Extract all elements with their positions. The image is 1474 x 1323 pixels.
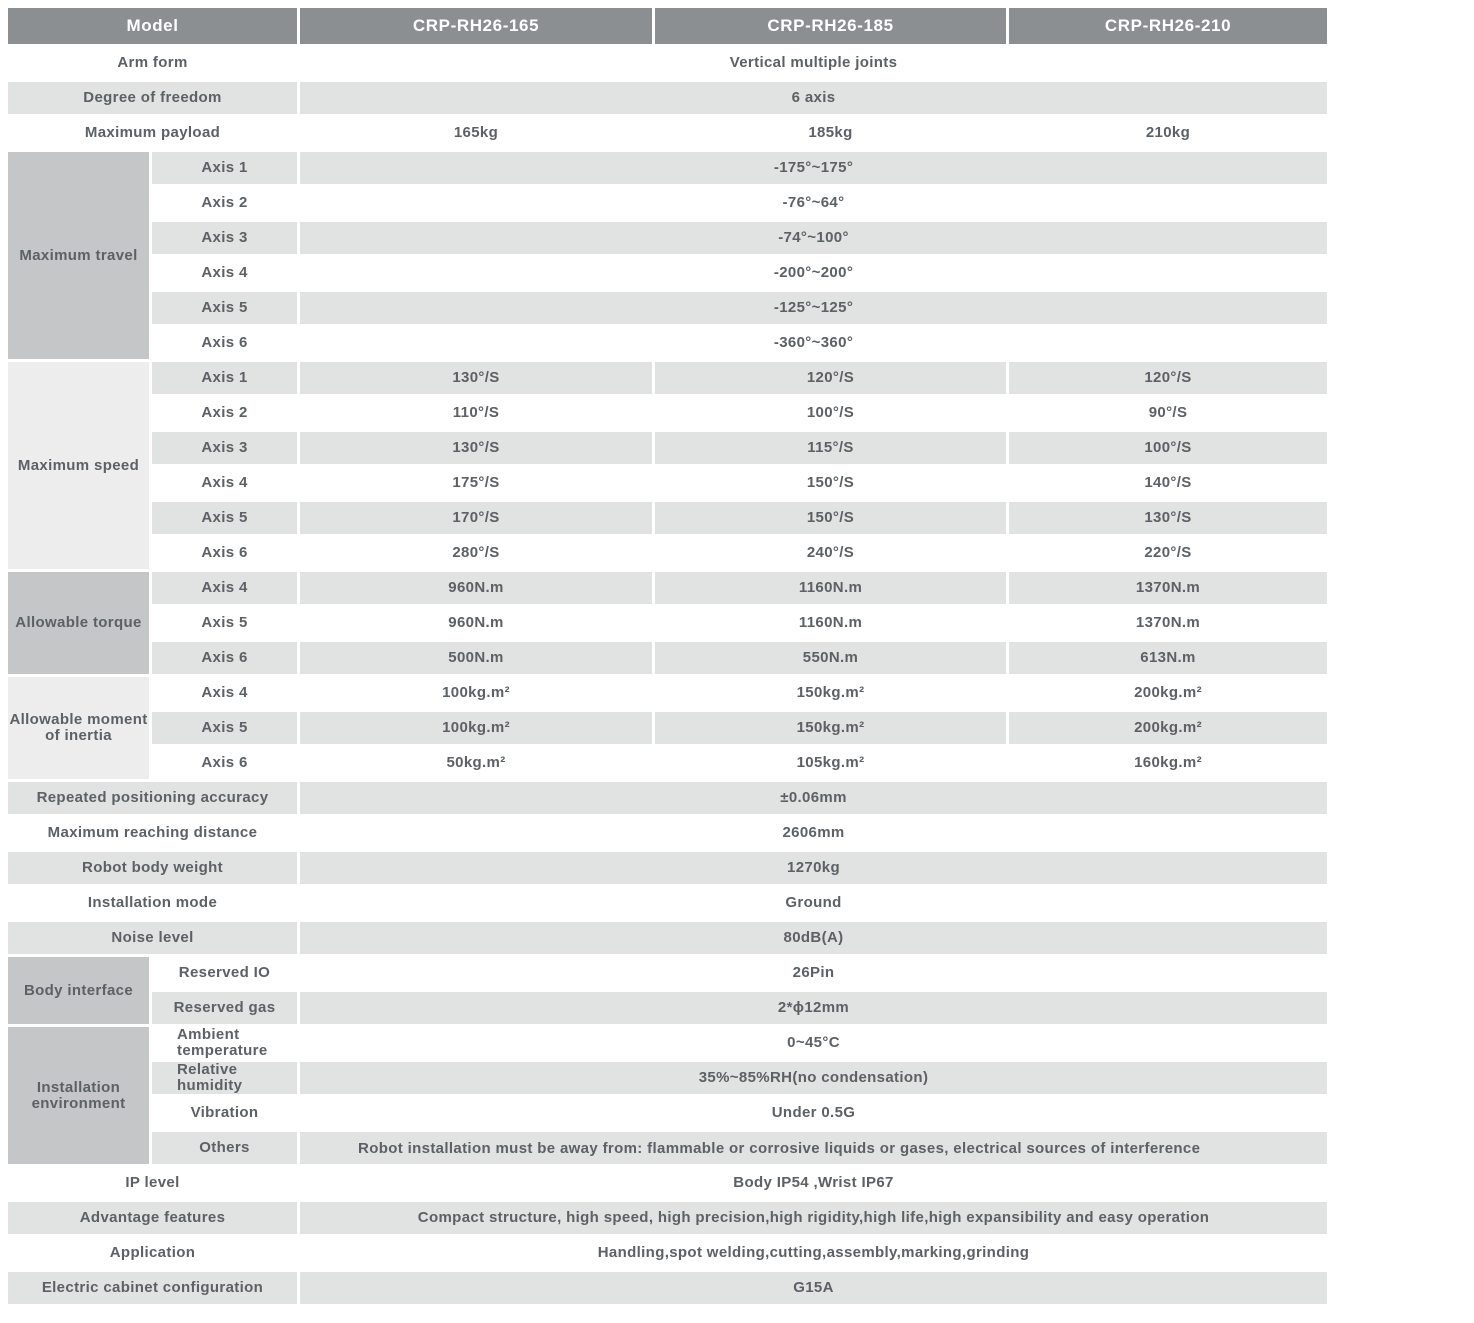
table-row [8, 887, 1327, 919]
table-row [8, 1132, 1327, 1164]
row-sublabel: Axis 5 [152, 712, 297, 744]
cell-value: 110°/S [452, 404, 500, 421]
cell-value: 100kg.m² [300, 712, 652, 744]
row-sublabel: Axis 6 [201, 544, 248, 561]
spec-table-body [8, 47, 1327, 1304]
table-row [8, 1272, 1327, 1304]
row-sublabel: Axis 3 [152, 432, 297, 464]
table-row [8, 537, 1327, 569]
cell-value: Body IP54 ,Wrist IP67 [733, 1174, 894, 1191]
cell-value: 150kg.m² [655, 712, 1006, 744]
cell-value: Under 0.5G [771, 1104, 856, 1121]
row-sublabel: Others [152, 1132, 297, 1164]
cell-value: 35%~85%RH(no condensation) [300, 1062, 1327, 1094]
table-row [8, 117, 1327, 149]
table-row [8, 747, 1327, 779]
table-row [8, 467, 1327, 499]
cell-value: 960N.m [448, 614, 504, 631]
cell-value: 160kg.m² [1134, 754, 1202, 771]
row-sublabel: Axis 2 [201, 194, 248, 211]
cell-value: Robot installation must be away from: flammable or corrosive liquids or gases, electrical sources of interference [300, 1132, 1327, 1164]
cell-value: -74°~100° [300, 222, 1327, 254]
row-sublabel: Axis 6 [152, 642, 297, 674]
row-label: Degree of freedom [8, 82, 297, 114]
cell-value: 90°/S [1148, 404, 1188, 421]
cell-value: Vertical multiple joints [729, 54, 898, 71]
cell-value: 220°/S [1144, 544, 1192, 561]
cell-value: 6 axis [300, 82, 1327, 114]
row-sublabel: Axis 4 [201, 684, 248, 701]
cell-value: 130°/S [300, 362, 652, 394]
spec-table [5, 5, 1330, 1307]
table-row [8, 782, 1327, 814]
cell-value: 613N.m [1009, 642, 1327, 674]
table-row [8, 817, 1327, 849]
cell-value: ±0.06mm [300, 782, 1327, 814]
table-row [8, 1097, 1327, 1129]
row-sublabel: Axis 5 [152, 502, 297, 534]
cell-value: 175°/S [452, 474, 500, 491]
cell-value: 80dB(A) [300, 922, 1327, 954]
cell-value: 240°/S [806, 544, 855, 561]
table-row [8, 327, 1327, 359]
row-sublabel: Reserved gas [152, 992, 297, 1024]
row-sublabel: Axis 6 [201, 334, 248, 351]
table-row [8, 432, 1327, 464]
table-row [8, 1202, 1327, 1234]
cell-value: 130°/S [1009, 502, 1327, 534]
row-group-label: Allowable torque [8, 572, 149, 674]
table-row [8, 47, 1327, 79]
cell-value: 0~45°C [787, 1034, 840, 1051]
row-label: Robot body weight [8, 852, 297, 884]
table-row [8, 992, 1327, 1024]
model-column-header-2: CRP-RH26-185 [655, 8, 1006, 44]
row-label: Installation mode [87, 894, 218, 911]
model-column-header-1: CRP-RH26-165 [300, 8, 652, 44]
table-row [8, 922, 1327, 954]
row-sublabel: Axis 1 [152, 152, 297, 184]
cell-value: 100kg.m² [442, 684, 510, 701]
cell-value: 50kg.m² [446, 754, 506, 771]
cell-value: 200kg.m² [1134, 684, 1202, 701]
cell-value: 150kg.m² [796, 684, 865, 701]
table-row [8, 222, 1327, 254]
row-group-label: Maximum travel [8, 152, 149, 359]
row-group-label: Body interface [8, 957, 149, 1024]
row-sublabel: Axis 3 [152, 222, 297, 254]
row-label: Maximum payload [84, 124, 221, 141]
row-group-label: Maximum speed [8, 362, 149, 569]
cell-value: 1270kg [300, 852, 1327, 884]
table-row [8, 362, 1327, 394]
table-row [8, 572, 1327, 604]
row-group-label: Allowable moment of inertia [8, 677, 149, 779]
table-row [8, 1062, 1327, 1094]
cell-value: 140°/S [1144, 474, 1192, 491]
table-row [8, 257, 1327, 289]
cell-value: -76°~64° [782, 194, 845, 211]
cell-value: -125°~125° [300, 292, 1327, 324]
table-row [8, 1237, 1327, 1269]
table-row [8, 152, 1327, 184]
row-label: Arm form [117, 54, 188, 71]
row-sublabel: Axis 2 [201, 404, 248, 421]
table-row [8, 292, 1327, 324]
cell-value: 115°/S [655, 432, 1006, 464]
cell-value: 26Pin [792, 964, 835, 981]
row-label: IP level [125, 1174, 180, 1191]
row-label: Electric cabinet configuration [8, 1272, 297, 1304]
table-row [8, 642, 1327, 674]
cell-value: 280°/S [452, 544, 500, 561]
table-row [8, 187, 1327, 219]
row-label: Noise level [8, 922, 297, 954]
cell-value: Ground [785, 894, 842, 911]
cell-value: -175°~175° [300, 152, 1327, 184]
table-row [8, 397, 1327, 429]
table-row [8, 712, 1327, 744]
model-column-header-3: CRP-RH26-210 [1009, 8, 1327, 44]
cell-value: 2*ϕ12mm [300, 992, 1327, 1024]
cell-value: 150°/S [655, 502, 1006, 534]
cell-value: 120°/S [655, 362, 1006, 394]
row-label: Repeated positioning accuracy [8, 782, 297, 814]
row-label: Advantage features [8, 1202, 297, 1234]
table-row [8, 1027, 1327, 1059]
table-row [8, 957, 1327, 989]
cell-value: Handling,spot welding,cutting,assembly,marking,grinding [597, 1244, 1030, 1261]
row-sublabel: Axis 4 [152, 572, 297, 604]
table-row [8, 1167, 1327, 1199]
cell-value: 170°/S [300, 502, 652, 534]
cell-value: 100°/S [1009, 432, 1327, 464]
row-sublabel: Reserved IO [178, 964, 271, 981]
cell-value: 210kg [1145, 124, 1191, 141]
table-header-row [8, 8, 1327, 44]
row-group-label: Installation environment [8, 1027, 149, 1164]
cell-value: 2606mm [782, 824, 845, 841]
cell-value: 200kg.m² [1009, 712, 1327, 744]
cell-value: G15A [300, 1272, 1327, 1304]
table-row [8, 502, 1327, 534]
row-label: Application [109, 1244, 196, 1261]
row-sublabel: Relative humidity [152, 1062, 297, 1094]
cell-value: 165kg [453, 124, 499, 141]
cell-value: 100°/S [806, 404, 855, 421]
table-row [8, 607, 1327, 639]
row-sublabel: Axis 5 [152, 292, 297, 324]
row-sublabel: Axis 5 [201, 614, 248, 631]
cell-value: 150°/S [806, 474, 855, 491]
cell-value: 1160N.m [798, 614, 863, 631]
model-header-cell: Model [8, 8, 297, 44]
row-sublabel: Axis 4 [201, 474, 248, 491]
cell-value: Compact structure, high speed, high precision,high rigidity,high life,high expansibility and easy operation [300, 1202, 1327, 1234]
cell-value: 500N.m [300, 642, 652, 674]
cell-value: 185kg [808, 124, 853, 141]
cell-value: 550N.m [655, 642, 1006, 674]
row-sublabel: Axis 6 [201, 754, 248, 771]
row-sublabel: Vibration [190, 1104, 259, 1121]
cell-value: -360°~360° [773, 334, 854, 351]
cell-value: 105kg.m² [796, 754, 865, 771]
table-row [8, 677, 1327, 709]
cell-value: 120°/S [1009, 362, 1327, 394]
cell-value: -200°~200° [773, 264, 854, 281]
row-sublabel: Ambient temperature [177, 1027, 268, 1059]
cell-value: 1160N.m [655, 572, 1006, 604]
row-label: Maximum reaching distance [47, 824, 258, 841]
row-sublabel: Axis 1 [152, 362, 297, 394]
cell-value: 1370N.m [1009, 572, 1327, 604]
table-row [8, 82, 1327, 114]
row-sublabel: Axis 4 [201, 264, 248, 281]
cell-value: 1370N.m [1135, 614, 1201, 631]
table-row [8, 852, 1327, 884]
cell-value: 960N.m [300, 572, 652, 604]
cell-value: 130°/S [300, 432, 652, 464]
